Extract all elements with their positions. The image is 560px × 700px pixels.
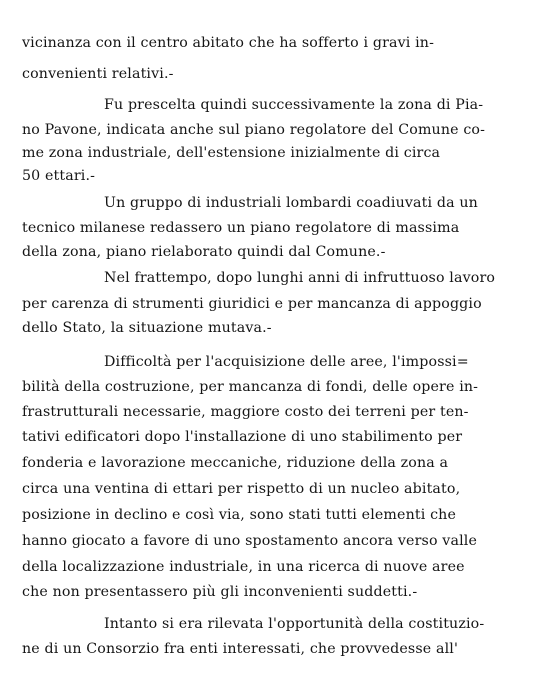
text-line: posizione in declino e così via, sono stati tutti elementi che xyxy=(22,507,456,523)
text-line: ne di un Consorzio fra enti interessati, che provvedesse all' xyxy=(22,641,459,657)
text-line: Intanto si era rilevata l'opportunità della costituzio- xyxy=(104,616,485,632)
text-line: circa una ventina di ettari per rispetto di un nucleo abitato, xyxy=(22,481,461,497)
text-line: della zona, piano rielaborato quindi dal Comune.- xyxy=(22,244,386,260)
text-line: Fu prescelta quindi successivamente la zona di Pia- xyxy=(104,97,484,113)
text-line: no Pavone, indicata anche sul piano regolatore del Comune co- xyxy=(22,122,486,138)
text-line: Un gruppo di industriali lombardi coadiuvati da un xyxy=(104,195,478,211)
text-line: bilità della costruzione, per mancanza di fondi, delle opere in- xyxy=(22,379,479,395)
text-line: Difficoltà per l'acquisizione delle aree, l'impossi= xyxy=(104,354,469,370)
text-line: me zona industriale, dell'estensione inizialmente di circa xyxy=(22,145,441,161)
text-line: dello Stato, la situazione mutava.- xyxy=(22,320,272,336)
text-line: frastrutturali necessarie, maggiore costo dei terreni per ten- xyxy=(22,404,469,420)
text-line: hanno giocato a favore di uno spostamento ancora verso valle xyxy=(22,533,478,549)
text-line: tecnico milanese redassero un piano regolatore di massima xyxy=(22,220,460,236)
text-line: tativi edificatori dopo l'installazione di uno stabilimento per xyxy=(22,429,463,445)
text-line: che non presentassero più gli inconvenienti suddetti.- xyxy=(22,584,418,600)
text-line: della localizzazione industriale, in una ricerca di nuove aree xyxy=(22,559,465,575)
text-line: vicinanza con il centro abitato che ha sofferto i gravi in- xyxy=(22,35,435,51)
text-line: per carenza di strumenti giuridici e per mancanza di appoggio xyxy=(22,296,482,312)
text-line: 50 ettari.- xyxy=(22,168,96,184)
text-line: convenienti relativi.- xyxy=(22,66,174,82)
text-line: Nel frattempo, dopo lunghi anni di infruttuoso lavoro xyxy=(104,270,496,286)
text-line: fonderia e lavorazione meccaniche, riduzione della zona a xyxy=(22,455,449,471)
